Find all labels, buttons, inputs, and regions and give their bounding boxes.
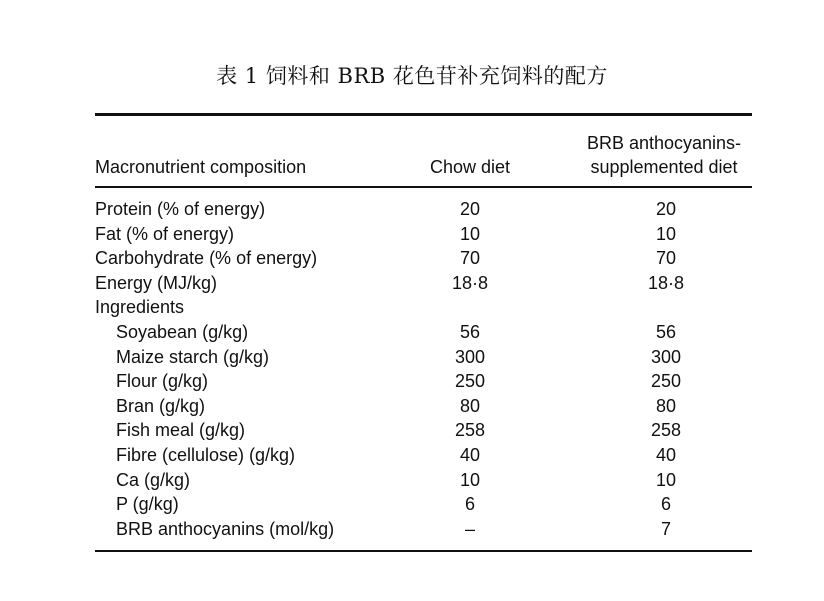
table-row (95, 492, 752, 517)
table-header-rule (95, 186, 752, 188)
table-top-rule (95, 113, 752, 116)
row-label: Protein (% of energy) (95, 199, 266, 219)
table-body (95, 197, 752, 541)
table-row (95, 468, 752, 493)
row-label: Bran (g/kg) (116, 395, 206, 416)
brb-value: 7 (660, 518, 671, 539)
table-row (95, 345, 752, 370)
table-bottom-rule (95, 550, 752, 552)
brb-value: 20 (655, 199, 677, 219)
table-row (95, 394, 752, 419)
row-label: Soyabean (g/kg) (116, 321, 249, 342)
row-label: Ca (g/kg) (116, 469, 191, 490)
row-label: Energy (MJ/kg) (95, 272, 218, 293)
brb-value: 40 (655, 444, 677, 465)
section-label: Ingredients (95, 297, 185, 318)
chow-value: 250 (454, 371, 486, 392)
table-caption: 表 1 饲料和 BRB 花色苷补充饲料的配方 (216, 64, 608, 88)
brb-value: 250 (650, 371, 682, 392)
table-row (95, 271, 752, 296)
table-row (95, 517, 752, 542)
row-label: Maize starch (g/kg) (116, 346, 270, 367)
row-label: P (g/kg) (116, 494, 179, 515)
chow-value: 10 (459, 223, 481, 244)
brb-value: 56 (655, 321, 677, 342)
chow-value: – (464, 518, 475, 539)
chow-value: 6 (464, 494, 475, 515)
header-brb-supplemented-diet (566, 131, 762, 179)
table-row (95, 197, 752, 222)
row-label: Fish meal (g/kg) (116, 420, 246, 441)
header-brb-line1: BRB anthocyanins- (586, 133, 742, 153)
row-label: Carbohydrate (% of energy) (95, 248, 318, 269)
row-label: BRB anthocyanins (mol/kg) (116, 518, 335, 539)
table-row (95, 222, 752, 247)
chow-value: 70 (459, 248, 481, 269)
brb-value: 6 (660, 494, 671, 515)
chow-value: 258 (454, 420, 486, 441)
table-row (95, 418, 752, 443)
row-label: Fibre (cellulose) (g/kg) (116, 444, 296, 465)
chow-value: 80 (459, 395, 481, 416)
table-row (95, 369, 752, 394)
brb-value: 10 (655, 223, 677, 244)
brb-value: 258 (650, 420, 682, 441)
header-chow-diet: Chow diet (429, 157, 511, 177)
table-row (95, 246, 752, 271)
brb-value: 10 (655, 469, 677, 490)
brb-value: 80 (655, 395, 677, 416)
row-label: Fat (% of energy) (95, 223, 235, 244)
header-brb-line2: supplemented diet (590, 157, 738, 177)
chow-value: 18·8 (451, 272, 489, 293)
row-label: Flour (g/kg) (116, 371, 209, 392)
chow-value: 300 (454, 346, 486, 367)
chow-value: 56 (459, 321, 481, 342)
chow-value: 20 (459, 199, 481, 219)
brb-value: 70 (655, 248, 677, 269)
brb-value: 18·8 (647, 272, 685, 293)
table-row-section (95, 295, 752, 320)
chow-value: 10 (459, 469, 481, 490)
brb-value: 300 (650, 346, 682, 367)
table-row (95, 443, 752, 468)
chow-value: 40 (459, 444, 481, 465)
header-macronutrient-composition: Macronutrient composition (95, 157, 307, 177)
table-row (95, 320, 752, 345)
